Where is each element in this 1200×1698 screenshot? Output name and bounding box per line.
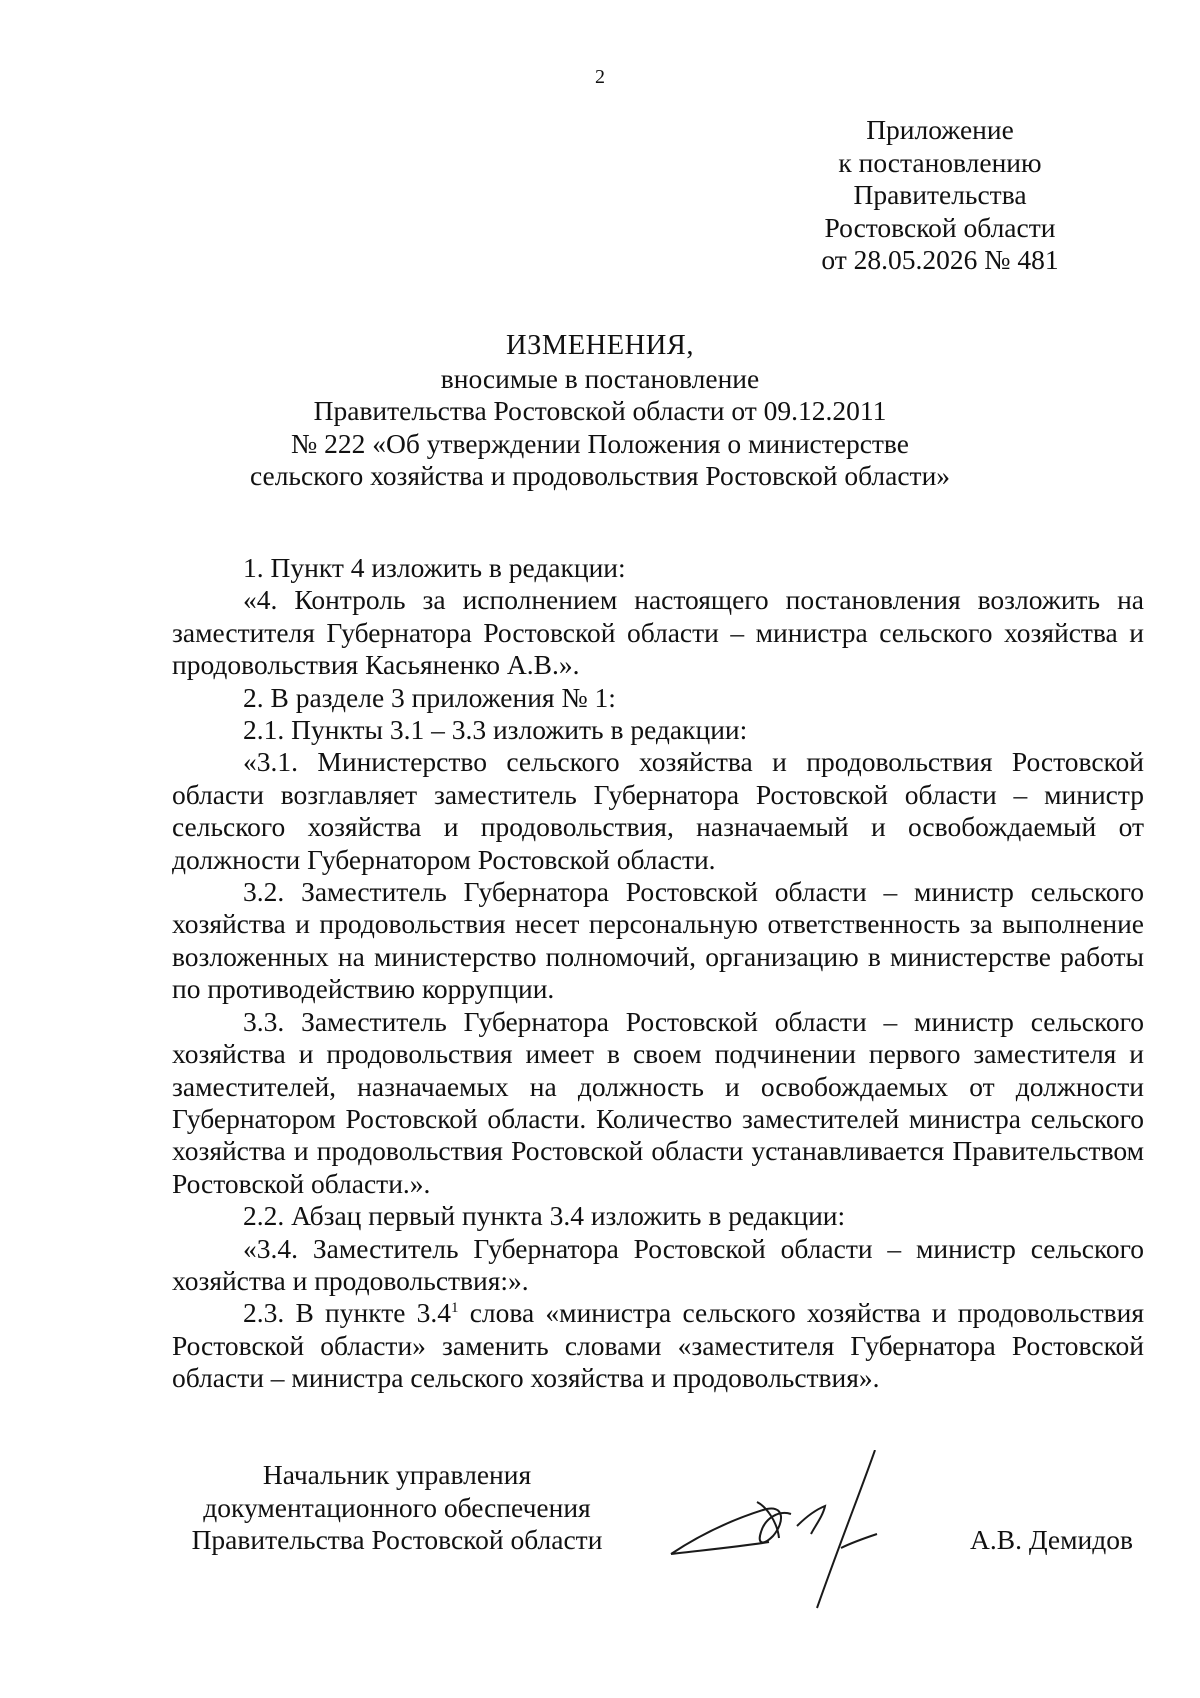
handwritten-signature — [665, 1450, 925, 1610]
paragraph-text: слова «министра сельского хозяйства и продовольствия Ростовской области» заменить словами «заместителя Губернатора Ростовской области – министра сельского хозяйства и продовольствия». — [172, 1297, 1144, 1394]
document-title: ИЗМЕНЕНИЯ, — [506, 330, 694, 361]
paragraph: 1. Пункт 4 изложить в редакции: — [243, 552, 626, 583]
paragraph-with-superscript — [172, 1297, 1144, 1394]
annex-line: Приложение — [866, 114, 1014, 145]
paragraph: 2.1. Пункты 3.1 – 3.3 изложить в редакции: — [243, 714, 748, 746]
document-body — [172, 552, 1144, 1395]
paragraph: «3.4. Заместитель Губернатора Ростовской области – министр сельского хозяйства и продовольствия:». — [172, 1232, 1144, 1296]
title-line: № 222 «Об утверждении Положения о министерстве — [291, 427, 909, 459]
title-line: Правительства Ростовской области от 09.12.2011 — [313, 395, 887, 426]
annex-line: от 28.05.2026 № 481 — [821, 244, 1059, 275]
title-line: вносимые в постановление — [440, 362, 760, 394]
signatory-position-line: Правительства Ростовской области — [191, 1524, 603, 1555]
paragraph: 2.2. Абзац первый пункта 3.4 изложить в редакции: — [243, 1200, 846, 1232]
paragraph: 3.3. Заместитель Губернатора Ростовской области – министр сельского хозяйства и продовольствия имеет в своем подчинении первого заместителя и заместителей, назначаемых на должность и освобождаемых от должности Губернатором Ростовской области. Количество заместителей министра сельского хозяйства и продовольствия Ростовской области устанавливается Правительством Ростовской области.». — [172, 1005, 1144, 1199]
annex-line: Ростовской области — [824, 211, 1056, 243]
paragraph: 3.2. Заместитель Губернатора Ростовской области – министр сельского хозяйства и продовольствия несет персональную ответственность за выполнение возложенных на министерство полномочий, организацию в министерстве работы по противодействию коррупции. — [172, 876, 1144, 1005]
annex-block — [775, 114, 1105, 277]
signer-name: А.В. Демидов — [970, 1524, 1133, 1555]
paragraph: «3.1. Министерство сельского хозяйства и продовольствия Ростовской области возглавляет заместитель Губернатора Ростовской области – министр сельского хозяйства и продовольствия, назначаемый и освобождаемый от должности Губернатором Ростовской области. — [172, 746, 1144, 875]
superscript: 1 — [451, 1300, 459, 1317]
title-line: сельского хозяйства и продовольствия Ростовской области» — [249, 460, 951, 491]
page-number: 2 — [595, 66, 605, 88]
signatory-position-line: Начальник управления — [262, 1459, 532, 1490]
signatory-position — [172, 1459, 622, 1557]
document-title-block — [200, 330, 1000, 493]
paragraph: 2. В разделе 3 приложения № 1: — [243, 681, 616, 713]
annex-line: к постановлению — [838, 146, 1042, 178]
signatory-position-line: документационного обеспечения — [203, 1491, 591, 1523]
annex-line: Правительства — [853, 179, 1027, 210]
paragraph: «4. Контроль за исполнением настоящего постановления возложить на заместителя Губернатора Ростовской области – министра сельского хозяйства и продовольствия Касьяненко А.В.». — [172, 584, 1144, 681]
paragraph-text: 2.3. В пункте 3.4 — [243, 1297, 451, 1329]
